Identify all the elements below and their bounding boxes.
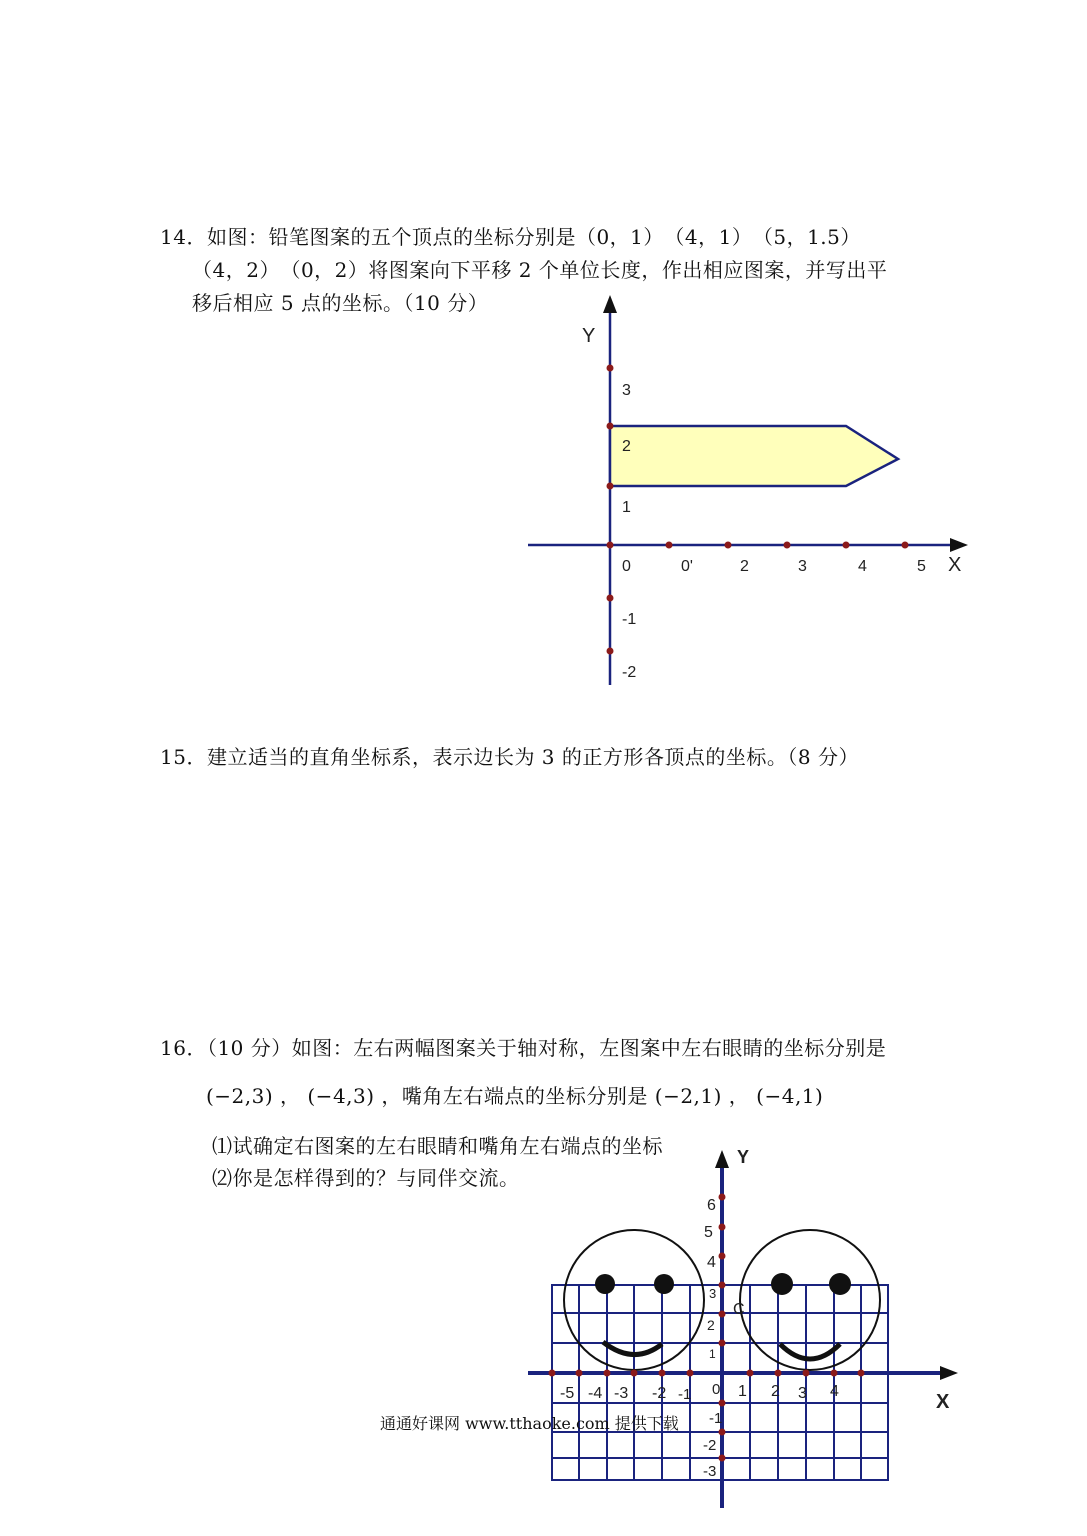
y-axis-label: Y xyxy=(737,1147,750,1167)
x-tick-label: 5 xyxy=(917,558,926,575)
q14-line3: 移后相应 5 点的坐标。（10 分） xyxy=(192,291,489,315)
y-dot-1 xyxy=(607,483,614,490)
y-tick-label: 1 xyxy=(622,499,631,516)
q16-sub2: ⑵你是怎样得到的？与同伴交流。 xyxy=(212,1166,520,1190)
y-axis-label: Y xyxy=(582,325,596,347)
x-axis-label: X xyxy=(936,1391,950,1413)
y-tick-label: 2 xyxy=(622,438,631,455)
x-tick-label: 2 xyxy=(771,1383,780,1400)
x-dot-5 xyxy=(902,542,909,549)
x-axis-arrow xyxy=(940,1366,958,1380)
q16-line1: 16．（10 分）如图：左右两幅图案关于轴对称，左图案中左右眼睛的坐标分别是 xyxy=(160,1036,887,1060)
y-tick-label: -2 xyxy=(703,1437,717,1454)
x-tick-label: 3 xyxy=(798,558,807,575)
x-tick-label: 4 xyxy=(830,1383,839,1400)
y-axis-arrow xyxy=(715,1150,729,1168)
pencil-coordinate-figure xyxy=(0,0,1087,720)
q14-line2: （4，2） （0，2）将图案向下平移 2 个单位长度，作出相应图案，并写出平 xyxy=(192,258,888,282)
y-tick-label: -2 xyxy=(622,664,637,681)
y-tick-label: 3 xyxy=(622,382,631,399)
x-tick-label: -5 xyxy=(560,1385,575,1402)
y-tick-label: 4 xyxy=(707,1254,716,1271)
y-tick-label: -1 xyxy=(709,1410,723,1427)
y-tick-label: -1 xyxy=(622,611,637,628)
y-dot-neg1 xyxy=(607,595,614,602)
y-dot-2 xyxy=(607,423,614,430)
left-face-left-eye xyxy=(595,1274,615,1294)
pencil-shape xyxy=(610,426,898,486)
x-dot-3 xyxy=(784,542,791,549)
x-tick-label: -1 xyxy=(678,1386,692,1403)
y-dot-3 xyxy=(607,365,614,372)
footer-text: 通通好课网 www.tthaoke.com 提供下载 xyxy=(380,1414,679,1433)
x-tick-label: -2 xyxy=(652,1385,667,1402)
right-face xyxy=(740,1230,880,1370)
c-label: C xyxy=(733,1301,745,1318)
q16-sub1: ⑴试确定右图案的左右眼睛和嘴角左右端点的坐标 xyxy=(212,1134,663,1158)
right-face-mouth xyxy=(780,1344,840,1359)
x-axis-label: X xyxy=(948,554,962,576)
x-tick-label: 0' xyxy=(681,558,693,575)
right-face-right-eye xyxy=(829,1273,851,1295)
left-face-right-eye xyxy=(654,1274,674,1294)
y-tick-label: 2 xyxy=(707,1317,715,1333)
x-dot-1 xyxy=(666,542,673,549)
y-tick-label: 5 xyxy=(704,1224,713,1241)
y-tick-label: 3 xyxy=(709,1286,717,1301)
x-dot-4 xyxy=(843,542,850,549)
x-tick-label: 2 xyxy=(740,558,749,575)
smiley-grid-figure xyxy=(0,1140,1087,1536)
y-axis-arrow xyxy=(603,295,617,313)
x-tick-label: -4 xyxy=(588,1385,603,1402)
x-tick-label: -3 xyxy=(614,1385,629,1402)
y-dot-neg2 xyxy=(607,648,614,655)
x-axis-arrow xyxy=(950,538,968,552)
y-tick-label: 1 xyxy=(709,1347,716,1361)
y-tick-label: -3 xyxy=(703,1463,717,1480)
y-tick-label: 6 xyxy=(707,1197,716,1214)
x-dot-2 xyxy=(725,542,732,549)
x-tick-label: 1 xyxy=(738,1383,747,1400)
q16-line2: (−2,3) ， (−4,3) ，嘴角左右端点的坐标分别是 (−2,1) ， (−4,1) xyxy=(206,1084,824,1108)
right-face-left-eye xyxy=(771,1273,793,1295)
x-tick-label: 4 xyxy=(858,558,867,575)
origin-label: 0 xyxy=(712,1381,721,1398)
q14-line1: 14．如图：铅笔图案的五个顶点的坐标分别是（0，1） （4，1） （5，1.5） xyxy=(160,225,861,249)
x-tick-label: 3 xyxy=(798,1385,807,1402)
origin-dot xyxy=(607,542,614,549)
x-tick-label: 0 xyxy=(622,558,631,575)
q15-line1: 15．建立适当的直角坐标系，表示边长为 3 的正方形各顶点的坐标。（8 分） xyxy=(160,745,859,769)
